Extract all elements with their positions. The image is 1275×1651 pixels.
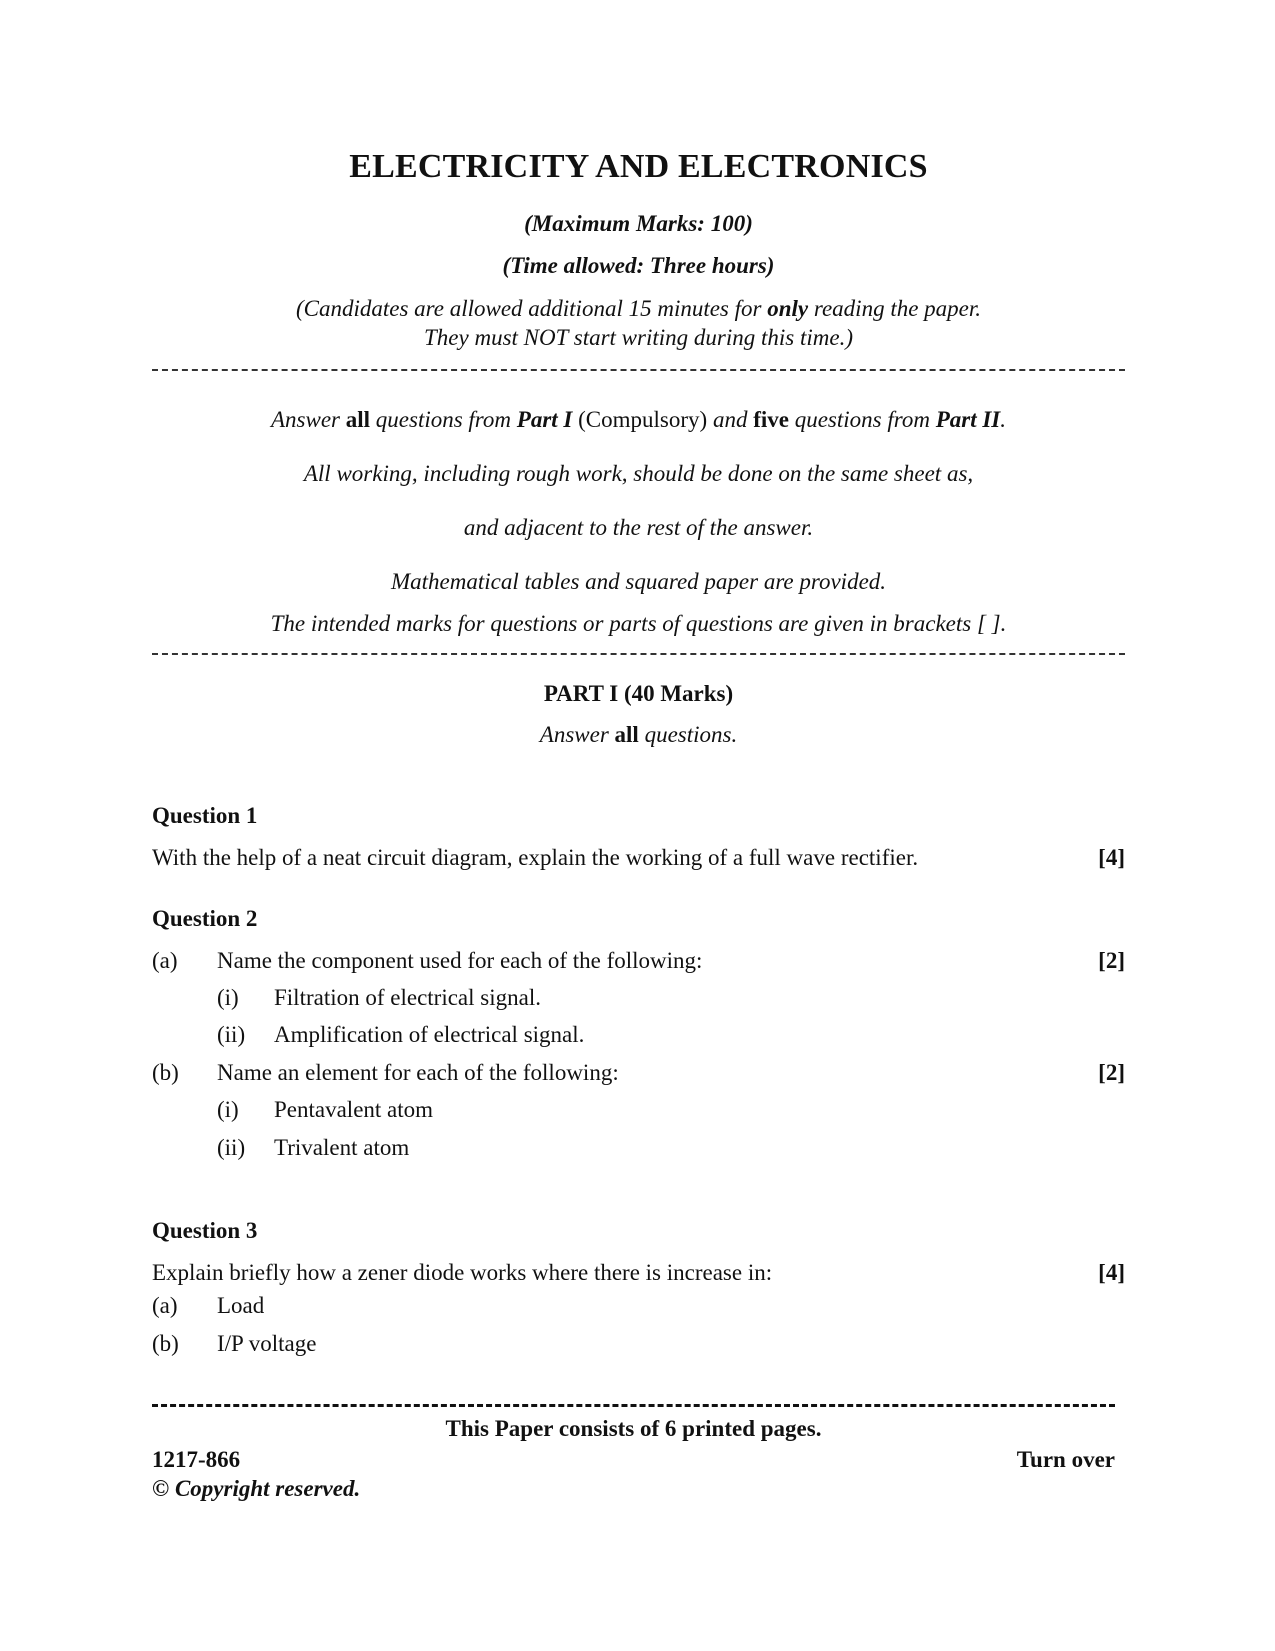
question-2b-row <box>152 1060 1125 1090</box>
question-2-heading: Question 2 <box>152 906 258 931</box>
copyright-notice: © Copyright reserved. <box>152 1476 361 1501</box>
maximum-marks: (Maximum Marks: 100) <box>524 211 753 236</box>
question-3a-text: Load <box>217 1293 265 1318</box>
question-3-row <box>152 1260 1125 1290</box>
part-label: (a) <box>152 1293 178 1318</box>
question-2b-i-row <box>152 1097 1125 1127</box>
page-count-note: This Paper consists of 6 printed pages. <box>445 1416 822 1441</box>
question-1-row <box>152 845 1125 875</box>
part-heading: PART I (40 Marks) <box>543 681 734 706</box>
subpart-label: (i) <box>217 985 239 1010</box>
paper-title: ELECTRICITY AND ELECTRONICS <box>349 148 928 185</box>
question-2b-marks: [2] <box>1098 1060 1125 1085</box>
subpart-label: (ii) <box>217 1135 246 1160</box>
copyright-icon: © <box>152 1476 170 1501</box>
subpart-label: (ii) <box>217 1022 246 1047</box>
reading-time-note-line2: They must NOT start writing during this time.) <box>424 325 853 350</box>
question-1-heading: Question 1 <box>152 803 258 828</box>
subpart-text: Pentavalent atom <box>274 1097 434 1122</box>
reading-time-note-line1: (Candidates are allowed additional 15 minutes for only reading the paper. <box>295 296 982 321</box>
question-1-text: With the help of a neat circuit diagram, explain the working of a full wave rectifier. <box>152 845 919 870</box>
question-2a-i-row <box>152 985 1125 1015</box>
instruction-tables: Mathematical tables and squared paper are provided. <box>390 569 887 594</box>
paper-code: 1217-866 <box>152 1447 241 1472</box>
part-instruction: Answer all questions. <box>539 722 738 747</box>
question-3-text: Explain briefly how a zener diode works where there is increase in: <box>152 1260 773 1285</box>
part-label: (b) <box>152 1060 179 1085</box>
dashed-divider-top <box>152 369 1125 371</box>
instruction-answer-scheme: Answer all questions from Part I (Compulsory) and five questions from Part II. <box>271 407 1006 432</box>
emphasis-only: only <box>767 296 809 321</box>
instruction-marks-brackets: The intended marks for questions or parts of questions are given in brackets [ ]. <box>270 611 1007 636</box>
subpart-label: (i) <box>217 1097 239 1122</box>
question-3-marks: [4] <box>1098 1260 1125 1285</box>
subpart-text: Amplification of electrical signal. <box>274 1022 585 1047</box>
subpart-text: Trivalent atom <box>274 1135 410 1160</box>
question-2b-text: Name an element for each of the following: <box>217 1060 619 1085</box>
time-allowed: (Time allowed: Three hours) <box>502 253 775 278</box>
subpart-text: Filtration of electrical signal. <box>274 985 541 1010</box>
question-2a-marks: [2] <box>1098 948 1125 973</box>
turn-over-label: Turn over <box>1016 1447 1115 1472</box>
question-2a-ii-row <box>152 1022 1125 1052</box>
dashed-divider-footer <box>152 1404 1115 1407</box>
question-2b-ii-row <box>152 1135 1125 1165</box>
question-3b-text: I/P voltage <box>217 1331 317 1356</box>
instruction-rough-work: All working, including rough work, should be done on the same sheet as, <box>303 461 974 486</box>
question-2a-row <box>152 948 1125 978</box>
question-2a-text: Name the component used for each of the following: <box>217 948 703 973</box>
part-label: (a) <box>152 948 178 973</box>
question-3a-row <box>152 1293 1125 1323</box>
dashed-divider-middle <box>152 653 1125 655</box>
question-3b-row <box>152 1331 1125 1361</box>
question-3-heading: Question 3 <box>152 1218 258 1243</box>
question-1-marks: [4] <box>1098 845 1125 870</box>
part-label: (b) <box>152 1331 179 1356</box>
instruction-adjacent: and adjacent to the rest of the answer. <box>463 515 814 540</box>
